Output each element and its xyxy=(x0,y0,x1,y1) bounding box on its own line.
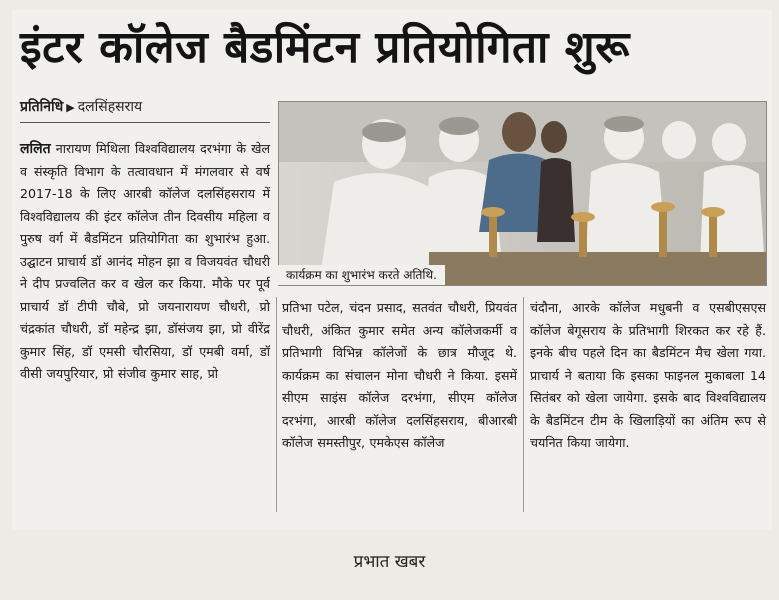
headline: इंटर कॉलेज बैडमिंटन प्रतियोगिता शुरू xyxy=(20,22,630,73)
article-text-3: चंदौना, आरके कॉलेज मधुबनी व एसबीएसएस कॉलेज बेगूसराय के प्रतिभागी शिरकत कर रहे हैं. इनके बीच पहले दिन का बैडमिंटन मैच खेला गया. प्राचार्य ने बताया कि इसका फाइनल मुकाबला 14 सितंबर को खेला जायेगा. इसके बाद विश्वविद्यालय के बैडमिंटन टीम के खिलाड़ियों का अंतिम रूप से चयनित किया जायेगा. xyxy=(530,300,766,450)
byline xyxy=(20,97,270,118)
photo-illustration xyxy=(279,102,766,285)
column-divider xyxy=(276,297,277,512)
column-divider xyxy=(523,297,524,512)
newspaper-name: प्रभात खबर xyxy=(353,552,426,572)
article-text-2: प्रतिभा पटेल, चंदन प्रसाद, सतवंत चौधरी, प्रियवंत चौधरी, अंकित कुमार समेत अन्य कॉलेजकर्मी व प्रतिभागी विभिन्न कॉलेजों के छात्र मौजूद थे. कार्यक्रम का संचालन मोना चौधरी ने किया. इसमें सीएम साइंस कॉलेज दरभंगा, सीएम कॉलेज दरभंगा, आरबी कॉलेज दलसिंहसराय, बीआरबी कॉलेज समस्तीपुर, एमकेएस कॉलेज xyxy=(282,300,517,450)
article-column-2 xyxy=(282,297,517,455)
photo-caption: कार्यक्रम का शुभारंभ करते अतिथि. xyxy=(278,265,445,285)
byline-divider xyxy=(20,122,270,123)
event-photo xyxy=(278,101,767,286)
reporter-label: प्रतिनिधि xyxy=(20,99,64,115)
article-text-1: नारायण मिथिला विश्वविद्यालय दरभंगा के खेल व संस्कृति विभाग के तत्वावधान में मंगलवार से वर्ष 2017-18 के लिए आरबी कॉलेज दलसिंहसराय में विश्वविद्यालय की इंटर कॉलेज तीन दिवसीय महिला व पुरुष वर्ग में बैडमिंटन प्रतियोगिता का शुभारंभ हुआ. उद्घाटन प्राचार्य डॉ आनंद मोहन झा व विजयवंत चौधरी ने दीप प्रज्वलित कर व खेल कर किया. मौके पर पूर्व प्राचार्य डॉ टीपी चौबे, प्रो जयनारायण चौधरी, प्रो चंद्रकांत चौधरी, डॉ महेन्द्र झा, डॉसंजय झा, प्रो वीरेंद्र कुमार सिंह, डॉ एमसी चौरसिया, डॉ एमबी वर्मा, डॉ वीसी जयपुरियार, प्रो संजीव कुमार साह, प्रो xyxy=(20,141,270,381)
dateline-place: दलसिंहसराय xyxy=(77,99,143,115)
article-column-3 xyxy=(530,297,766,455)
byline-arrow-icon: ▶ xyxy=(66,101,75,114)
article-column-1 xyxy=(20,138,270,386)
lead-word: ललित xyxy=(20,141,51,157)
